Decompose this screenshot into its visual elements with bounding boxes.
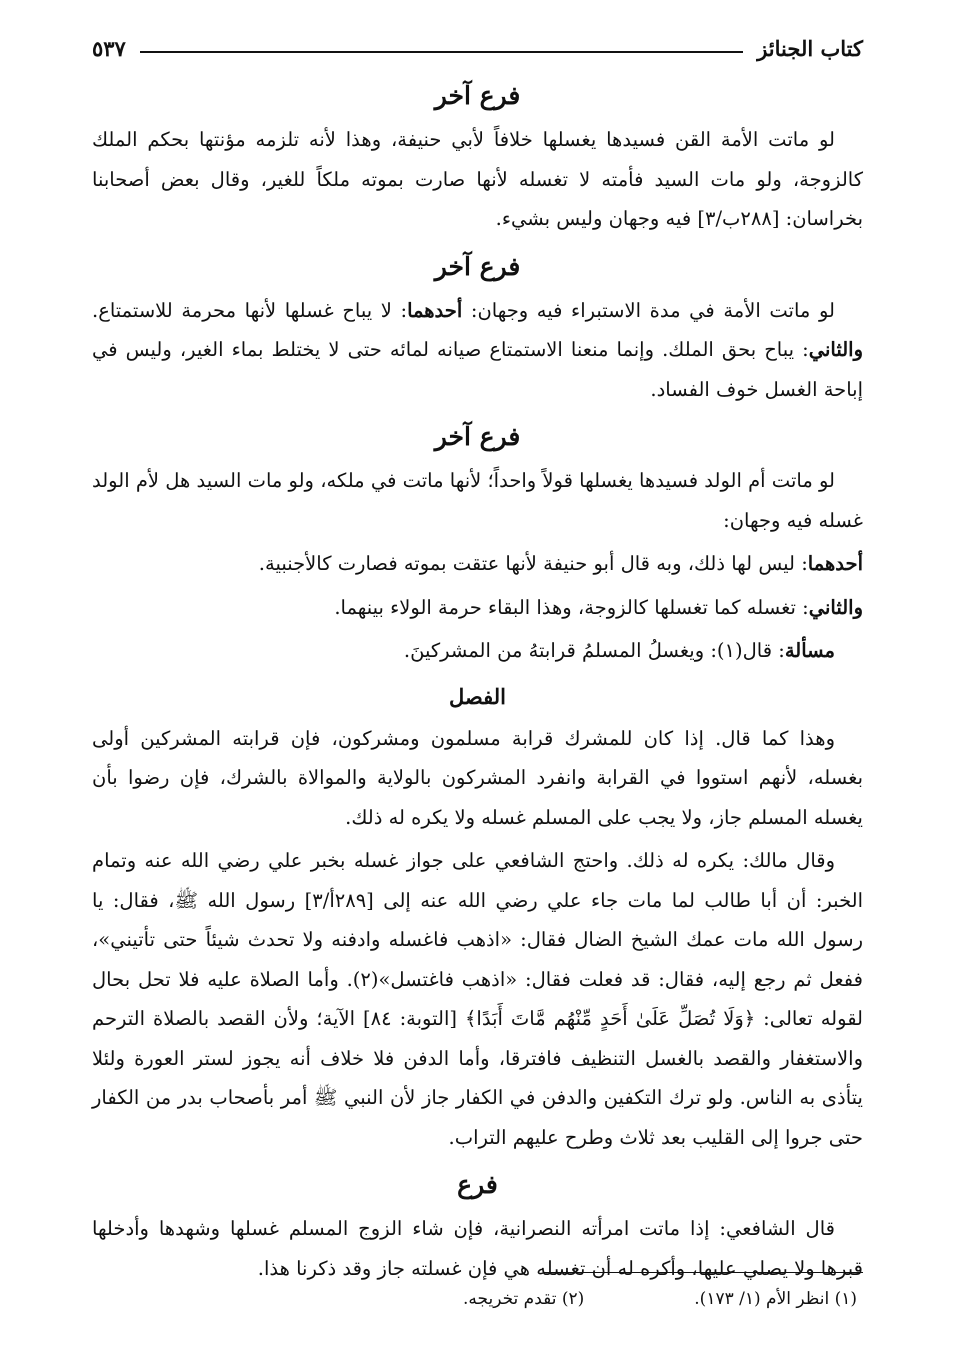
term-first-text: : لا يباح غسلها لأنها محرمة للاستمتاع. [92,298,408,322]
running-header [92,28,863,68]
term-first: أحدهما [807,552,863,575]
footnote-1: (١) انظر الأم (١/ ١٧٣). [694,1289,857,1309]
footnote-rule [543,1272,863,1273]
paragraph: لو ماتت أم الولد فسيدها يغسلها قولاً واحداً؛ لأنها ماتت في ملكه، ولو مات السيد هل لأم الولد غسله فيه وجهان: [92,469,863,532]
footnote-row [92,1289,863,1309]
paragraph: وهذا كما قال. إذا كان للمشرك قرابة مسلمون ومشركون، فإن قرابته المشركين أولى بغسله، لأنهم استووا في القرابة وانفرد المشركون بالولاية والموالاة بالشرك، فإن رضوا بأن يغسله المسلم جاز، ولا يجب على المسلم غسله ولا يكره له ذلك. [92,726,863,829]
paragraph: لو ماتت الأمة القن فسيدها يغسلها خلافاً لأبي حنيفة، وهذا لأنه تلزمه مؤنتها بحكم الملك كالزوجة، ولو مات السيد فأمته لا تغسله لأنها صارت بموته ملكاً للغير، وقال بعض أصحابنا بخراسان: [٢٨٨ب/٣] فيه وجهان وليس بشيء. [92,128,863,230]
paragraph [92,544,863,584]
term-second-text: : تغسله كما تغسلها كالزوجة، وهذا البقاء حرمة الولاء بينهما. [334,595,809,619]
issue-text: : قال(١): ويغسلُ المسلمُ قرابتهُ من المشركينَ. [403,639,785,662]
page-number: ٥٣٧ [92,35,126,61]
footnotes [92,1272,863,1309]
footnote-2: (٢) تقدم تخريجه. [462,1289,585,1309]
issue-term: مسألة [784,639,835,662]
section-heading: فرع [457,1170,498,1199]
header-rule [140,51,743,53]
section-heading: الفصل [449,683,506,709]
term-second: والثاني [808,338,864,361]
section-heading: فرع آخر [434,422,521,451]
section-heading: فرع آخر [434,251,521,281]
term-first: أحدهما [407,298,463,322]
section-heading: فرع آخر [434,81,521,110]
paragraph-text: لو ماتت الأمة في مدة الاستبراء فيه وجهان: [470,298,835,322]
term-second: والثاني [808,595,863,619]
paragraph [92,631,863,671]
paragraph [92,588,863,628]
book-title: كتاب الجنائز [757,35,863,61]
term-second-text: : يباح بحق الملك. وإنما منعنا الاستمتاع صيانه لمائه حتى لا يختلط بماء الغير، وليس في إباحة الغسل خوف الفساد. [92,338,863,401]
paragraph: قال الشافعي: إذا ماتت امرأته النصرانية، فإن شاء الزوج المسلم غسلها وشهدها وأدخلها قبرها ولا يصلي عليها، وأكره له أن تغسله هي فإن غسلته جاز وقد ذكرنا هذا. [92,1217,863,1280]
paragraph: وقال مالك: يكره له ذلك. واحتج الشافعي على جواز غسله بخبر علي رضي الله عنه وتمام الخبر: أن أبا طالب لما مات جاء علي رضي الله عنه إلى [٢٨٩أ/٣] رسول الله ﷺ، فقال: يا رسول الله مات عمك الشيخ الضال فقال: «اذهب فاغسله وادفنه ولا تحدث شيئاً حتى تأتيني»، ففعل ثم رجع إليه، فقال: قد فعلت فقال: «اذهب فاغتسل»(٢). وأما الصلاة عليه فلا تحل بحال لقوله تعالى: ﴿وَلَا تُصَلِّ عَلَىٰ أَحَدٍ مِّنْهُم مَّاتَ أَبَدًا﴾ [التوبة: ٨٤] الآية؛ ولأن القصد بالصلاة الترحم والاستغفار والقصد بالغسل التنظيف فافترقا، وأما الدفن فلا خلاف أنه يجوز لستر العورة ولئلا يتأذى به الناس. ولو ترك التكفين والدفن في الكفار جاز لأن النبي ﷺ أمر بأصحاب بدر من الكفار حتى جروا إلى القليب بعد ثلاث وطرح عليهم التراب. [92,849,864,1149]
term-first-text: : ليس لها ذلك، وبه قال أبو حنيفة لأنها عتقت بموته فصارت كالأجنبية. [258,552,808,575]
paragraph [92,291,863,410]
